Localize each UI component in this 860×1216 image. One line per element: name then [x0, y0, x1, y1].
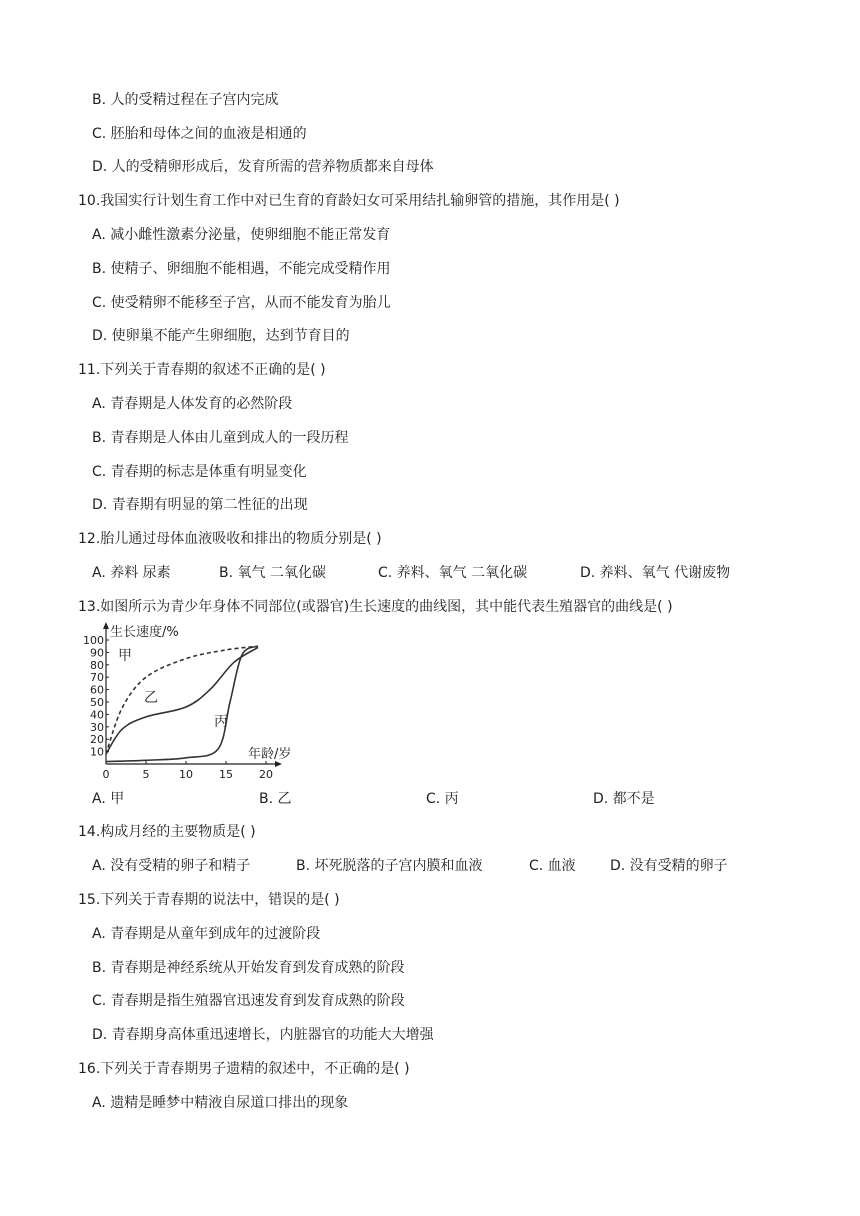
q11-stem: 11.下列关于青春期的叙述不正确的是( ) [78, 362, 326, 378]
y-tick-label: 10 [90, 745, 104, 759]
y-axis-arrow [103, 622, 109, 629]
x-tick-label: 0 [102, 768, 110, 781]
x-tick-label: 20 [259, 768, 273, 781]
y-tick-label: 60 [90, 683, 104, 697]
q14-option-b: B. 坏死脱落的子宫内膜和血液 [296, 858, 483, 874]
y-tick-label: 100 [83, 634, 104, 647]
q13-option-b: B. 乙 [259, 791, 292, 807]
y-tick-label: 20 [90, 733, 104, 747]
q9-option-c: C. 胚胎和母体之间的血液是相通的 [92, 126, 307, 142]
q10-stem: 10.我国实行计划生育工作中对已生育的育龄妇女可采用结扎输卵管的措施，其作用是( ) [78, 193, 620, 209]
growth-speed-chart-svg [78, 620, 300, 786]
y-tick-label: 30 [90, 720, 104, 734]
growth-speed-chart [78, 620, 300, 786]
q10-option-d: D. 使卵巢不能产生卵细胞，达到节育目的 [92, 328, 350, 344]
q10-option-c: C. 使受精卵不能移至子宫，从而不能发育为胎儿 [92, 295, 391, 311]
q16-stem: 16.下列关于青春期男子遗精的叙述中，不正确的是( ) [78, 1061, 410, 1077]
series-label-3: 丙 [214, 714, 228, 730]
q12-option-b: B. 氧气 二氧化碳 [219, 565, 326, 581]
q15-option-c: C. 青春期是指生殖器官迅速发育到发育成熟的阶段 [92, 993, 405, 1009]
series-label-1: 甲 [118, 648, 132, 664]
x-tick-label: 10 [179, 768, 193, 781]
q12-option-a: A. 养料 尿素 [92, 565, 171, 581]
q9-option-b: B. 人的受精过程在子宫内完成 [92, 92, 279, 108]
y-tick-label: 90 [90, 646, 104, 660]
y-tick-label: 50 [90, 696, 104, 709]
x-tick-label: 15 [219, 768, 233, 781]
q12-option-c: C. 养料、氧气 二氧化碳 [378, 565, 528, 581]
q14-stem: 14.构成月经的主要物质是( ) [78, 824, 256, 840]
q13-stem: 13.如图所示为青少年身体不同部位(或器官)生长速度的曲线图，其中能代表生殖器官的曲线是( ) [78, 599, 673, 615]
q12-option-d: D. 养料、氧气 代谢废物 [580, 565, 731, 581]
q13-option-c: C. 丙 [426, 791, 459, 807]
q15-option-d: D. 青春期身高体重迅速增长，内脏器官的功能大大增强 [92, 1027, 434, 1043]
q14-option-c: C. 血液 [529, 858, 576, 874]
q15-option-a: A. 青春期是从童年到成年的过渡阶段 [92, 926, 321, 942]
q13-option-a: A. 甲 [92, 791, 125, 807]
q15-option-b: B. 青春期是神经系统从开始发育到发育成熟的阶段 [92, 960, 405, 976]
q13-option-d: D. 都不是 [593, 791, 655, 807]
q11-option-a: A. 青春期是人体发育的必然阶段 [92, 396, 293, 412]
q10-option-a: A. 减小雌性激素分泌量，使卵细胞不能正常发育 [92, 227, 391, 243]
q12-stem: 12.胎儿通过母体血液吸收和排出的物质分别是( ) [78, 531, 382, 547]
q11-option-d: D. 青春期有明显的第二性征的出现 [92, 497, 308, 513]
q14-option-d: D. 没有受精的卵子 [610, 858, 728, 874]
y-tick-label: 80 [90, 658, 104, 672]
x-axis-label: 年龄/岁 [248, 747, 292, 762]
y-tick-label: 70 [90, 671, 104, 685]
q14-option-a: A. 没有受精的卵子和精子 [92, 858, 251, 874]
q10-option-b: B. 使精子、卵细胞不能相遇，不能完成受精作用 [92, 261, 391, 277]
q11-option-b: B. 青春期是人体由儿童到成人的一段历程 [92, 430, 349, 446]
series-label-2: 乙 [144, 690, 158, 706]
x-tick-label: 5 [142, 768, 150, 781]
q15-stem: 15.下列关于青春期的说法中，错误的是( ) [78, 892, 340, 908]
y-axis-label: 生长速度/% [110, 625, 179, 640]
q9-option-d: D. 人的受精卵形成后，发育所需的营养物质都来自母体 [92, 159, 434, 175]
y-tick-label: 40 [90, 708, 104, 722]
q11-option-c: C. 青春期的标志是体重有明显变化 [92, 464, 307, 480]
q16-option-a: A. 遗精是睡梦中精液自尿道口排出的现象 [92, 1095, 349, 1111]
